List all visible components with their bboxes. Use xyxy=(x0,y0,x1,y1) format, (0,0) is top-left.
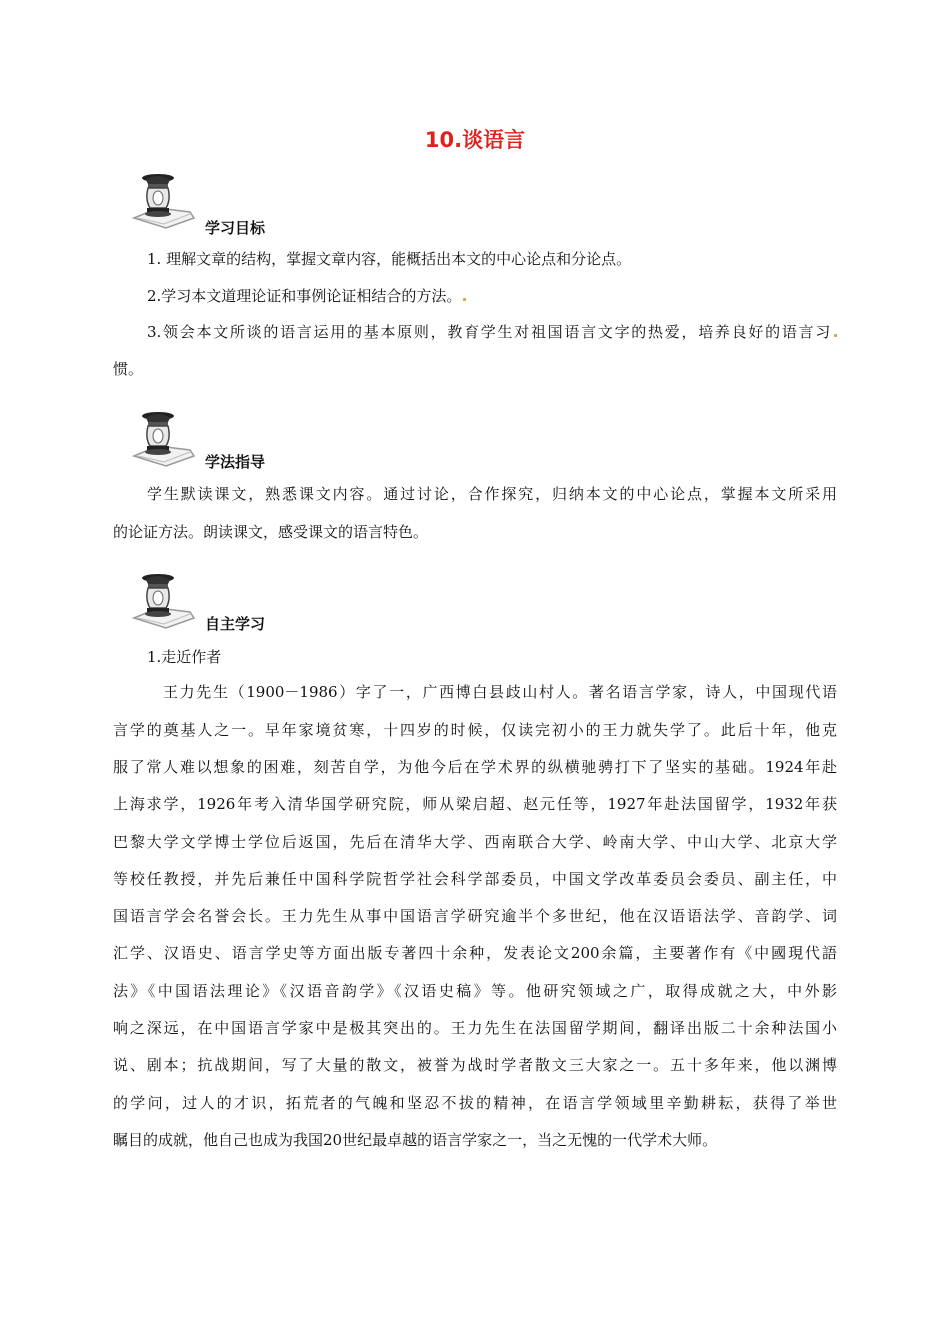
goal-item: 2.学习本文道理论证和事例论证相结合的方法。 xyxy=(147,286,466,306)
author-bio-line: 响之深远，在中国语言学家中是极其突出的。王力先生在法国留学期间，翻译出版二十余种法国小 xyxy=(113,1019,837,1037)
author-bio-line: 国语言学会名誉会长。王力先生从事中国语言学研究逾半个多世纪，他在汉语语法学、音韵学、词 xyxy=(113,907,837,925)
author-bio-line: 言学的奠基人之一。早年家境贫寒，十四岁的时候，仅读完初小的王力就失学了。此后十年，他克 xyxy=(113,721,837,739)
author-bio-line: 服了常人难以想象的困难，刻苦自学，为他今后在学术界的纵横驰骋打下了坚实的基础。1924年赴 xyxy=(113,758,837,776)
page-title: 10.谈语言 xyxy=(424,128,526,152)
goal-item: 3.领会本文所谈的语言运用的基本原则，教育学生对祖国语言文字的热爱，培养良好的语言习 xyxy=(147,322,837,342)
section-heading-goals: 学习目标 xyxy=(205,219,266,237)
author-bio-line: 的学问，过人的才识，拓荒者的气魄和坚忍不拔的精神，在语言学领域里辛勤耕耘，获得了举世 xyxy=(113,1094,837,1112)
subheading-author: 1.走近作者 xyxy=(147,648,222,666)
author-bio-line: 王力先生（1900－1986）字了一，广西博白县歧山村人。著名语言学家，诗人，中国现代语 xyxy=(163,683,837,701)
lantern-book-icon xyxy=(128,406,200,470)
section-heading-method: 学法指导 xyxy=(205,453,266,471)
goal-item: 1. 理解文章的结构，掌握文章内容，能概括出本文的中心论点和分论点。 xyxy=(147,250,632,268)
author-bio-line: 巴黎大学文学博士学位后返国，先后在清华大学、西南联合大学、岭南大学、中山大学、北京大学 xyxy=(113,833,837,851)
section-heading-self-study: 自主学习 xyxy=(205,615,266,633)
author-bio-line: 说、剧本；抗战期间，写了大量的散文，被誉为战时学者散文三大家之一。五十多年来，他以渊博 xyxy=(113,1056,837,1074)
lantern-book-icon xyxy=(128,168,200,232)
author-bio-line: 法》《中国语法理论》《汉语音韵学》《汉语史稿》等。他研究领域之广，取得成就之大，中外影 xyxy=(113,982,837,1000)
author-bio-line: 汇学、汉语史、语言学史等方面出版专著四十余种，发表论文200余篇，主要著作有《中國現代語 xyxy=(113,944,837,962)
author-bio-line: 上海求学，1926年考入清华国学研究院，师从梁启超、赵元任等，1927年赴法国留学，1932年获 xyxy=(113,795,837,813)
method-line: 的论证方法。朗读课文，感受课文的语言特色。 xyxy=(113,523,429,541)
author-bio-line: 瞩目的成就，他自己也成为我国20世纪最卓越的语言学家之一，当之无愧的一代学术大师。 xyxy=(113,1131,718,1149)
goal-item-continued: 惯。 xyxy=(113,360,144,378)
author-bio-line: 等校任教授，并先后兼任中国科学院哲学社会科学部委员，中国文学改革委员会委员、副主任，中 xyxy=(113,870,837,888)
lantern-book-icon xyxy=(128,568,200,632)
method-line: 学生默读课文，熟悉课文内容。通过讨论，合作探究，归纳本文的中心论点，掌握本文所采用 xyxy=(147,485,837,503)
